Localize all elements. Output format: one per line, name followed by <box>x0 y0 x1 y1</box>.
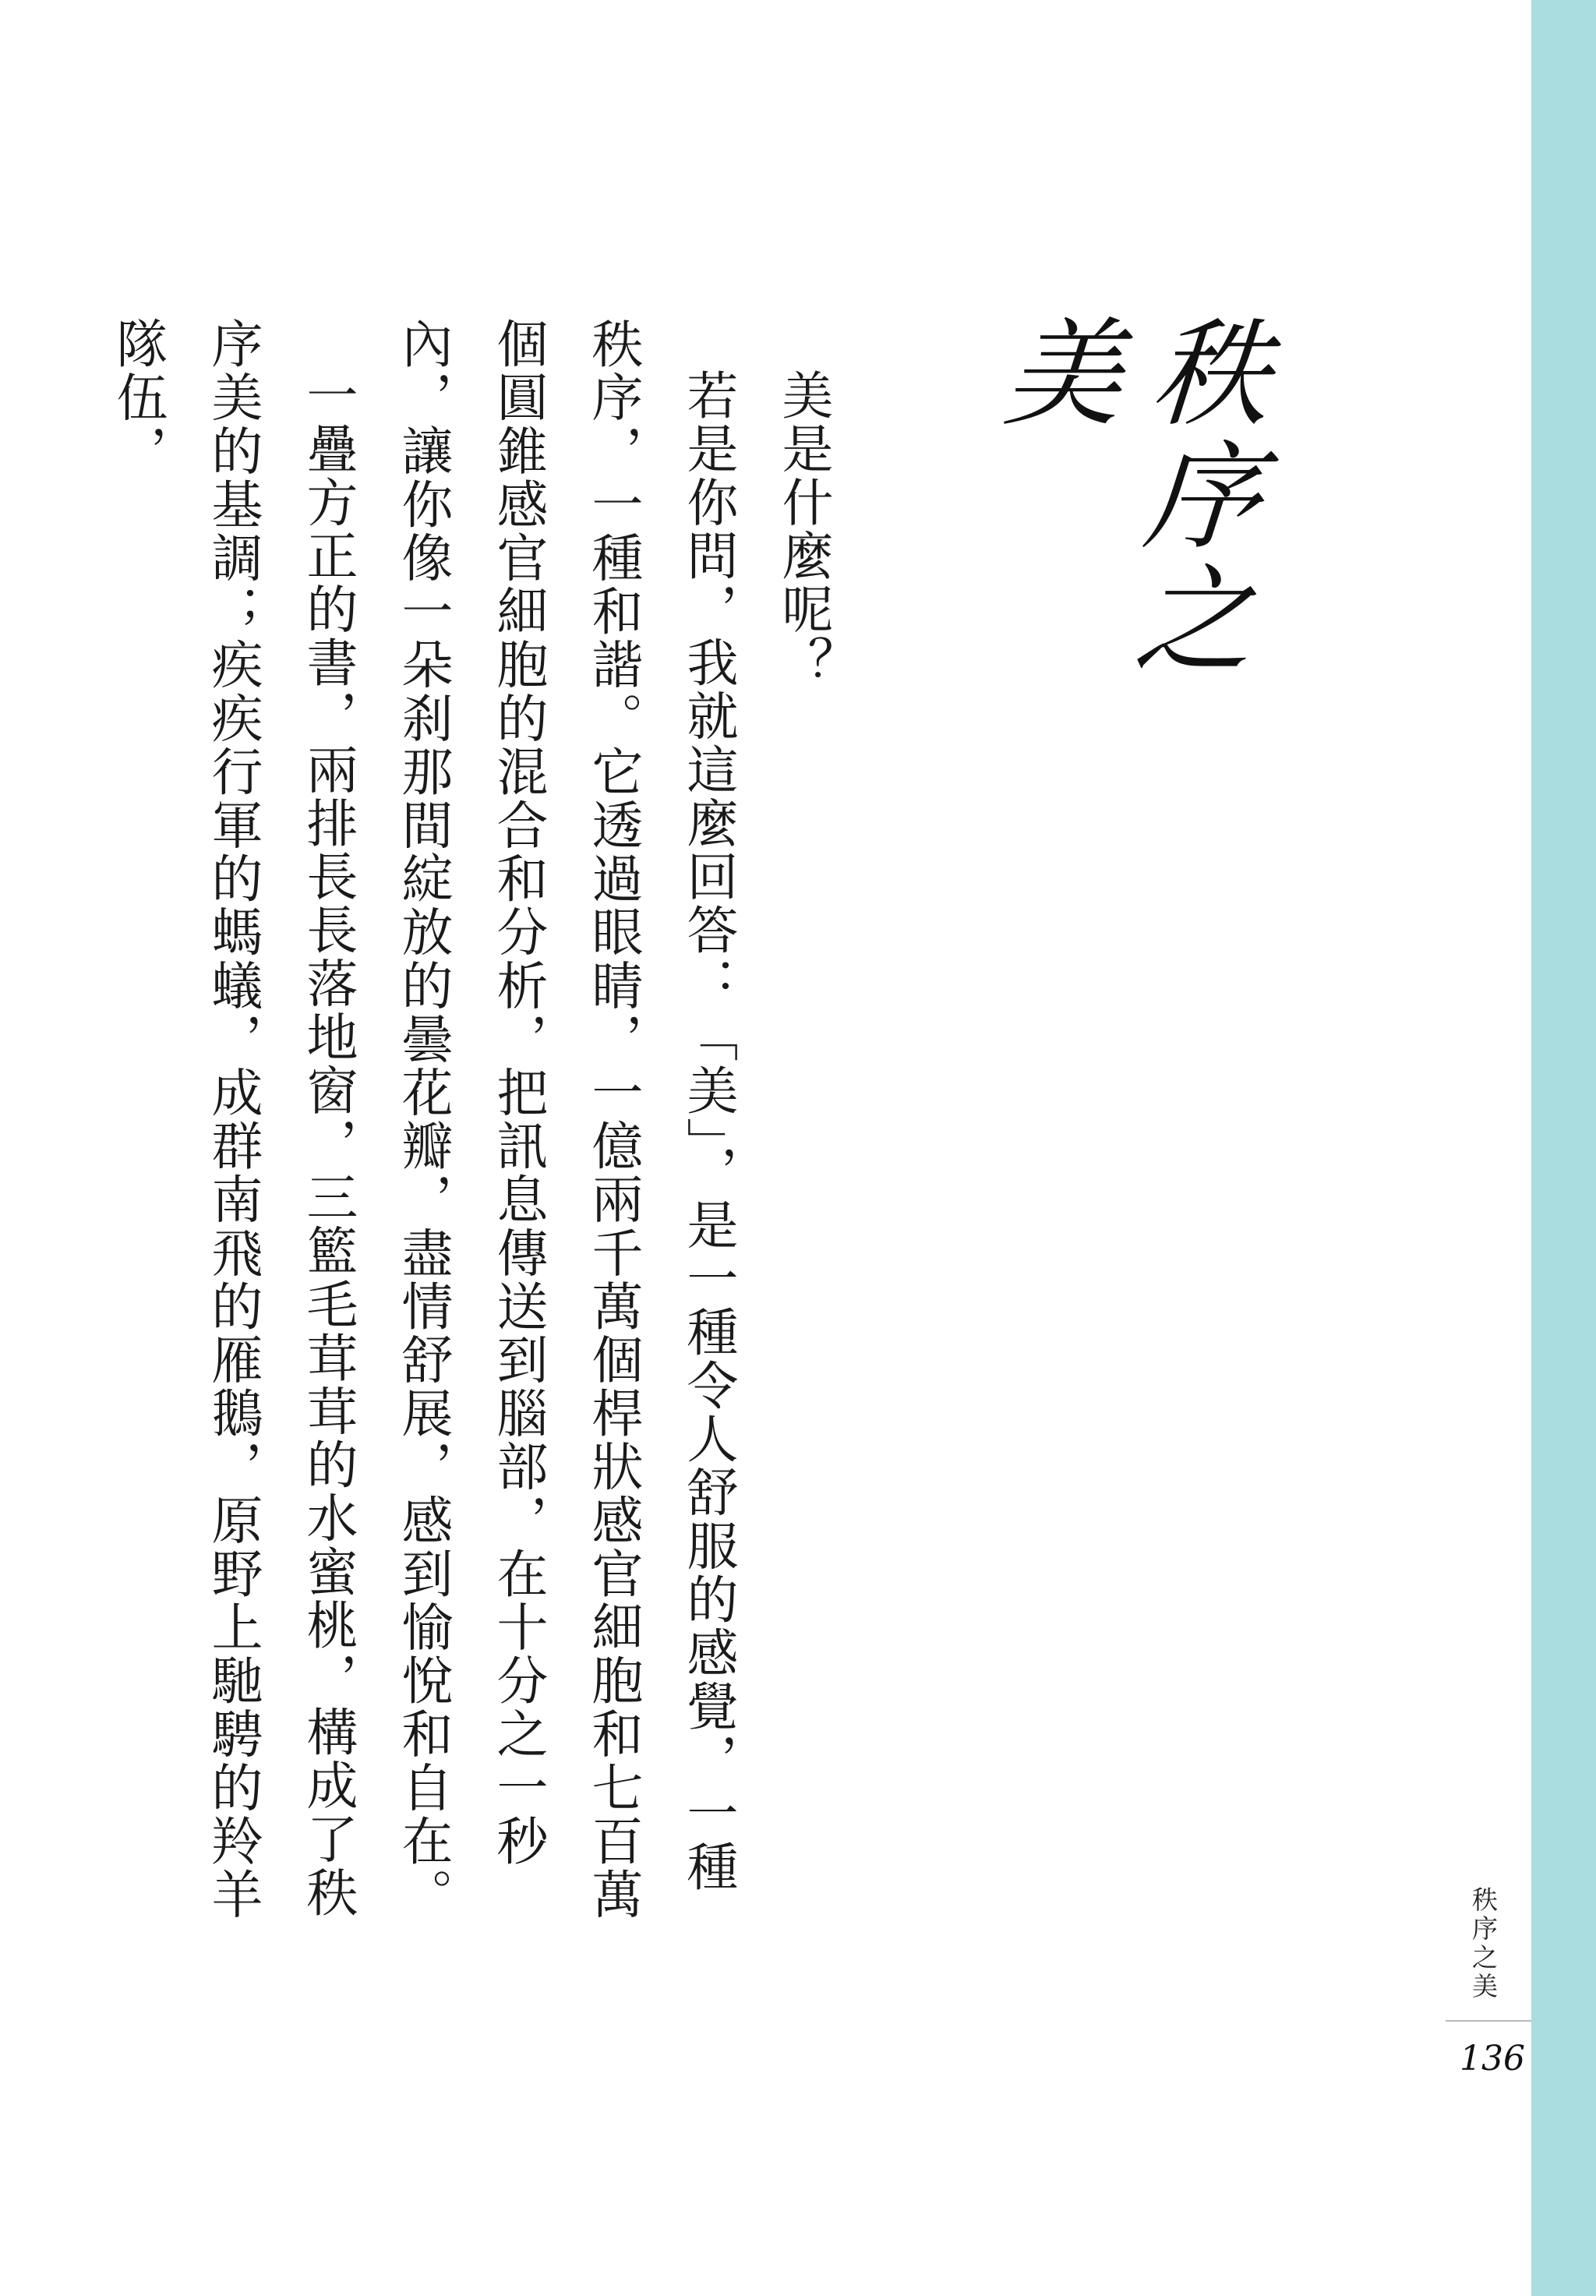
paragraph-3: 一疊方正的書，兩排長長落地窗，三籃毛茸茸的水蜜桃，構成了秩序美的基調；疾疾行軍的螞蟻，成群南飛的雁鵝，原野上馳騁的羚羊隊伍， <box>108 317 358 1921</box>
side-color-band <box>1531 0 1596 2296</box>
body-text <box>108 317 850 1923</box>
folio-divider <box>1446 2020 1531 2022</box>
chapter-title: 秩序之美 <box>980 312 1273 681</box>
page-number: 136 <box>1460 2039 1525 2079</box>
paragraph-2: 若是你問，我就這麼回答：「美」，是一種令人舒服的感覺，一種秩序，一種和諧。它透過眼睛，一億兩千萬個桿狀感官細胞和七百萬個圓錐感官細胞的混合和分析，把訊息傳送到腦部，在十分之一秒內，讓你像一朵刹那間綻放的曇花瓣，盡情舒展，感到愉悅和自在。 <box>393 317 738 1921</box>
running-head: 秩序之美 <box>1468 1886 1499 2001</box>
paragraph-1: 美是什麼呢？ <box>773 369 833 690</box>
